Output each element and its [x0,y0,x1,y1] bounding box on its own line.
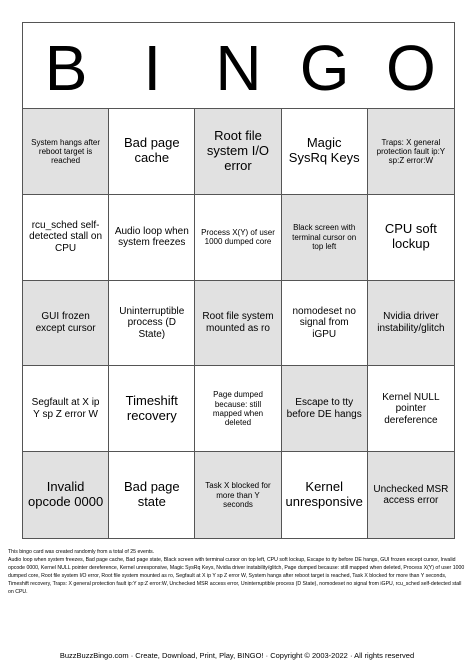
bingo-cell [368,109,454,195]
header-letter-g: G [299,31,350,104]
bingo-cell-text: Kernel unresponsive [285,479,363,510]
bingo-cell [195,109,281,195]
bingo-cell-text: Traps: X general protection fault ip:Y sp:Z error:W [376,137,446,165]
bingo-cell-text: Black screen with terminal cursor on top left [292,223,357,251]
bingo-cell [368,452,454,538]
bingo-cell-text: Escape to tty before DE hangs [286,397,362,420]
bingo-cell-text: rcu_sched self-detected stall on CPU [29,219,102,254]
footer-event-list: Audio loop when system freezes, Bad page cache, Bad page state, Black screen with terminal cursor on top left, CPU soft lockup, Escape to tty before DE hangs, GUI frozen except cursor, Invalid opcode 0000, Kernel NULL pointer dereference, Kernel unresponsive, Magic SysRq Keys, Nvidia driver instability/glitch, Page dumped because: still mapped when deleted, Process X(Y) of user 1000 dumped core, Root file system I/O error, Root file system mounted as ro, Segfault at X ip Y sp Z error W, System hangs after reboot target is reached, Task X blocked for more than Y seconds, Timeshift recovery, Traps: X general protection fault ip:Y sp:Z error:W, Unchecked MSR access error, Uninterruptible process (D State), nomodeset no signal from iGPU, rcu_sched self-detected stall on CPU. [8,557,465,596]
bingo-cell [282,281,368,367]
header-letter-i: I [143,31,162,104]
bingo-cell [282,109,368,195]
bingo-cell-text: nomodeset no signal from iGPU [292,305,356,340]
bingo-cell-text: Timeshift recovery [125,392,178,423]
bingo-cell [368,281,454,367]
bingo-cell [109,366,195,452]
bingo-cell [23,366,109,452]
bingo-cell [282,366,368,452]
bingo-cell [109,452,195,538]
bingo-cell [195,452,281,538]
bingo-cell-text: Root file system mounted as ro [202,311,274,334]
card-footer [8,548,466,596]
bingo-cell [109,109,195,195]
bingo-cell [23,452,109,538]
bingo-cell-text: Page dumped because: still mapped when deleted [212,390,264,427]
bingo-cell-text: Kernel NULL pointer dereference [382,391,440,426]
bingo-cell-text: Process X(Y) of user 1000 dumped core [201,228,275,247]
bingo-card [22,22,455,539]
bingo-cell-text: System hangs after reboot target is reached [31,137,101,165]
bingo-cell-text: Invalid opcode 0000 [28,479,104,510]
bingo-cell [23,195,109,281]
bingo-grid [22,109,455,539]
bingo-cell [368,195,454,281]
bingo-cell [282,452,368,538]
bingo-cell-text: Bad page cache [123,135,180,166]
bingo-cell [368,366,454,452]
bingo-cell-text: CPU soft lockup [384,221,437,252]
bingo-cell-text: Task X blocked for more than Y seconds [205,481,271,509]
bingo-cell-text: Nvidia driver instability/glitch [377,311,445,334]
bingo-cell-text: Uninterruptible process (D State) [119,305,185,340]
bingo-cell [195,281,281,367]
header-letter-n: N [215,31,262,104]
bingo-cell-text: Unchecked MSR access error [373,483,449,507]
bingo-cell-text: Bad page state [123,479,180,510]
bingo-cell-text: Segfault at X ip Y sp Z error W [31,397,100,420]
bingo-cell-text: Magic SysRq Keys [288,135,360,166]
bingo-cell [282,195,368,281]
bingo-cell [109,195,195,281]
bingo-cell [195,195,281,281]
header-letter-o: O [386,31,436,104]
bingo-cell [23,109,109,195]
bingo-cell [23,281,109,367]
bingo-cell-text: Root file system I/O error [206,127,270,173]
footer-intro: This bingo card was created randomly from a total of 25 events. [8,549,155,555]
bingo-cell-text: Audio loop when system freezes [114,225,189,249]
header-letter-b: B [44,31,88,104]
bingo-cell [195,366,281,452]
bingo-cell-text: GUI frozen except cursor [35,311,96,334]
site-credit: BuzzBuzzBingo.com · Create, Download, Print, Play, BINGO! · Copyright © 2003-2022 · All rights reserved [59,651,415,660]
bingo-header [22,22,455,109]
bingo-cell [109,281,195,367]
